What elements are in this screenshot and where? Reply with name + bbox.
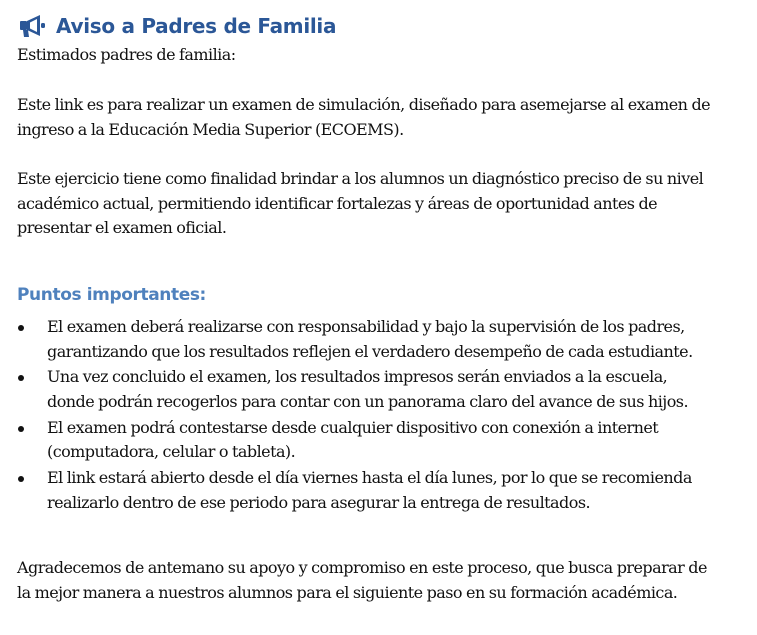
list-item — [17, 466, 742, 515]
paragraph-line: presentar el examen oficial. — [17, 218, 227, 238]
closing-paragraph — [17, 556, 742, 605]
paragraph-line: la mejor manera a nuestros alumnos para el siguiente paso en su formación académica. — [17, 582, 678, 602]
list-item-line: El link estará abierto desde el día viernes hasta el día lunes, por lo que se recomienda — [47, 468, 692, 488]
list-item-line: realizarlo dentro de ese periodo para asegurar la entrega de resultados. — [47, 492, 591, 512]
list-item-line: (computadora, celular o tableta). — [47, 442, 296, 462]
list-item-line: Una vez concluido el examen, los resultados impresos serán enviados a la escuela, — [47, 367, 668, 387]
bullet-icon — [18, 375, 24, 381]
bullet-icon — [18, 325, 24, 331]
list-item — [17, 315, 742, 364]
list-item-line: El examen podrá contestarse desde cualquier dispositivo con conexión a internet — [47, 417, 659, 437]
notice-title: Aviso a Padres de Familia — [56, 14, 337, 38]
list-item — [17, 416, 742, 465]
clipped-text-line — [17, 628, 137, 635]
paragraph-intro — [17, 93, 742, 142]
notice-header — [20, 11, 336, 41]
paragraph-purpose — [17, 167, 742, 241]
list-item-line: garantizando que los resultados reflejen el verdadero desempeño de cada estudiante. — [47, 341, 693, 361]
bullet-icon — [18, 426, 24, 432]
bullet-icon — [18, 476, 24, 482]
list-item — [17, 365, 742, 414]
paragraph-line: Este ejercicio tiene como finalidad brindar a los alumnos un diagnóstico preciso de su nivel — [17, 169, 704, 188]
important-points-list — [17, 315, 742, 517]
megaphone-icon — [20, 14, 47, 38]
list-item-line: El examen deberá realizarse con responsabilidad y bajo la supervisión de los padres, — [47, 317, 685, 336]
greeting — [17, 43, 742, 68]
paragraph-line: Este link es para realizar un examen de simulación, diseñado para asemejarse al examen de — [17, 95, 711, 114]
paragraph-line: académico actual, permitiendo identificar fortalezas y áreas de oportunidad antes de — [17, 193, 658, 213]
section-title: Puntos importantes: — [17, 285, 206, 305]
paragraph-line: Agradecemos de antemano su apoyo y compromiso en este proceso, que busca preparar de — [17, 558, 707, 577]
greeting-text: Estimados padres de familia: — [17, 45, 236, 64]
list-item-line: donde podrán recogerlos para contar con un panorama claro del avance de sus hijos. — [47, 391, 688, 411]
paragraph-line: ingreso a la Educación Media Superior (ECOEMS). — [17, 119, 404, 139]
